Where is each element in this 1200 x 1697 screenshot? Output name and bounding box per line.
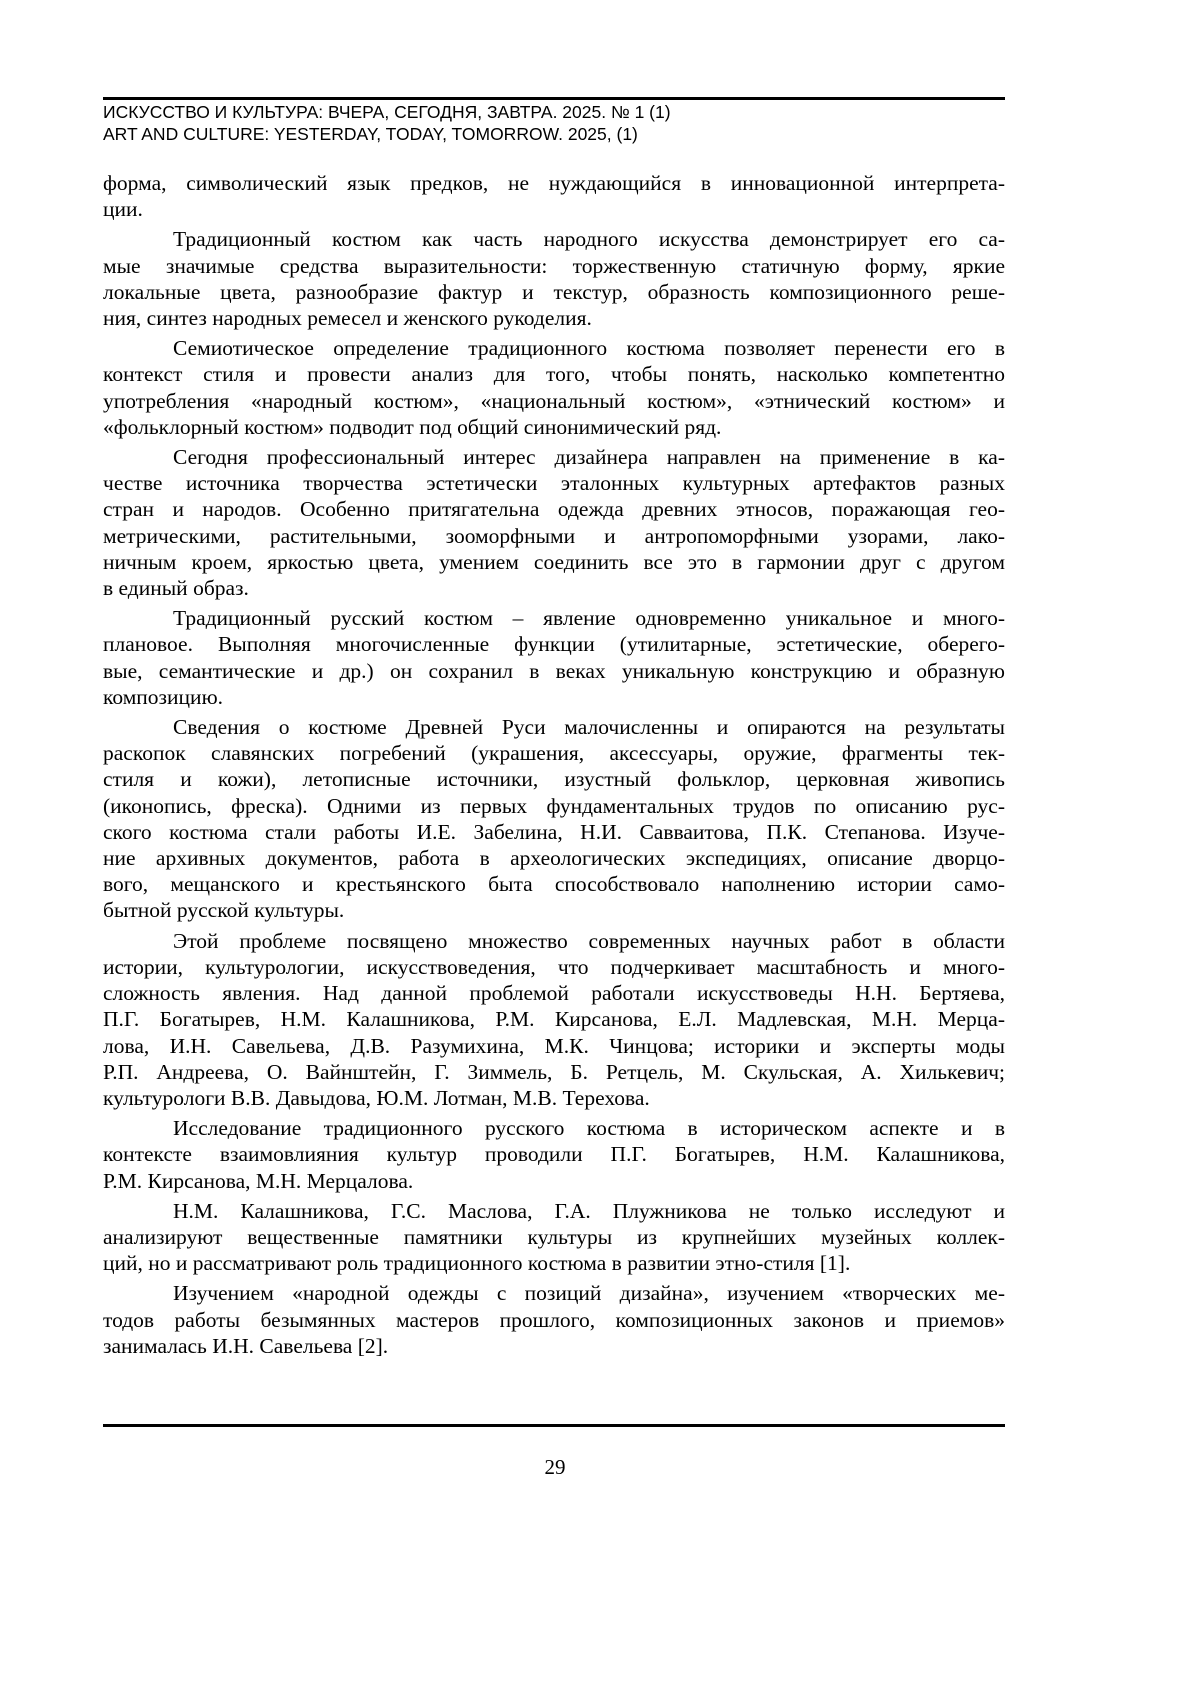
text-line: Н.М. Калашникова, Г.С. Маслова, Г.А. Плужникова не только исследуют и	[103, 1198, 1005, 1224]
paragraph	[103, 170, 1005, 222]
running-header	[103, 101, 671, 145]
text-line: (иконопись, фреска). Одними из первых фундаментальных трудов по описанию рус-	[103, 793, 1005, 819]
text-line: Изучением «народной одежды с позиций дизайна», изучением «творческих ме-	[103, 1280, 1005, 1306]
footer-rule	[103, 1424, 1005, 1427]
paragraph	[103, 1115, 1005, 1194]
text-line: анализируют вещественные памятники культуры из крупнейших музейных коллек-	[103, 1224, 1005, 1250]
page-number: 29	[0, 1455, 1110, 1480]
text-line: в единый образ.	[103, 575, 1005, 601]
text-line: Р.П. Андреева, О. Вайнштейн, Г. Зиммель, Б. Ретцель, М. Скульская, А. Хилькевич;	[103, 1059, 1005, 1085]
text-line: культурологи В.В. Давыдова, Ю.М. Лотман, М.В. Терехова.	[103, 1085, 1005, 1111]
text-line: Традиционный костюм как часть народного искусства демонстрирует его са-	[103, 226, 1005, 252]
text-line: ций, но и рассматривают роль традиционного костюма в развитии этно-стиля [1].	[103, 1250, 1005, 1276]
article-body	[103, 170, 1005, 1363]
paragraph	[103, 605, 1005, 710]
text-line: тодов работы безымянных мастеров прошлого, композиционных законов и приемов»	[103, 1307, 1005, 1333]
paragraph	[103, 928, 1005, 1111]
text-line: раскопок славянских погребений (украшения, аксессуары, оружие, фрагменты тек-	[103, 740, 1005, 766]
header-rule	[103, 97, 1005, 100]
text-line: Традиционный русский костюм – явление одновременно уникальное и много-	[103, 605, 1005, 631]
text-line: истории, культурологии, искусствоведения, что подчеркивает масштабность и много-	[103, 954, 1005, 980]
text-line: Семиотическое определение традиционного костюма позволяет перенести его в	[103, 335, 1005, 361]
text-line: Этой проблеме посвящено множество современных научных работ в области	[103, 928, 1005, 954]
text-line: ние архивных документов, работа в археологических экспедициях, описание дворцо-	[103, 845, 1005, 871]
paragraph	[103, 335, 1005, 440]
text-line: занималась И.Н. Савельева [2].	[103, 1333, 1005, 1359]
text-line: сложность явления. Над данной проблемой работали искусствоведы Н.Н. Бертяева,	[103, 980, 1005, 1006]
text-line: бытной русской культуры.	[103, 897, 1005, 923]
journal-title-en: ART AND CULTURE: YESTERDAY, TODAY, TOMORROW. 2025, (1)	[103, 123, 671, 145]
paragraph	[103, 714, 1005, 924]
journal-title-ru: ИСКУССТВО И КУЛЬТУРА: ВЧЕРА, СЕГОДНЯ, ЗАВТРА. 2025. № 1 (1)	[103, 101, 671, 123]
text-line: Р.М. Кирсанова, М.Н. Мерцалова.	[103, 1168, 1005, 1194]
text-line: плановое. Выполняя многочисленные функции (утилитарные, эстетические, оберего-	[103, 631, 1005, 657]
paragraph	[103, 226, 1005, 331]
paragraph	[103, 1280, 1005, 1359]
text-line: Исследование традиционного русского костюма в историческом аспекте и в	[103, 1115, 1005, 1141]
paragraph	[103, 444, 1005, 601]
text-line: контексте взаимовлияния культур проводили П.Г. Богатырев, Н.М. Калашникова,	[103, 1141, 1005, 1167]
text-line: вого, мещанского и крестьянского быта способствовало наполнению истории само-	[103, 871, 1005, 897]
text-line: ского костюма стали работы И.Е. Забелина, Н.И. Савваитова, П.К. Степанова. Изуче-	[103, 819, 1005, 845]
text-line: честве источника творчества эстетически эталонных культурных артефактов разных	[103, 470, 1005, 496]
text-line: стран и народов. Особенно притягательна одежда древних этносов, поражающая гео-	[103, 496, 1005, 522]
text-line: употребления «народный костюм», «национальный костюм», «этнический костюм» и	[103, 388, 1005, 414]
text-line: лова, И.Н. Савельева, Д.В. Разумихина, М.К. Чинцова; историки и эксперты моды	[103, 1033, 1005, 1059]
text-line: ничным кроем, яркостью цвета, умением соединить все это в гармонии друг с другом	[103, 549, 1005, 575]
text-line: Сегодня профессиональный интерес дизайнера направлен на применение в ка-	[103, 444, 1005, 470]
text-line: форма, символический язык предков, не нуждающийся в инновационной интерпрета-	[103, 170, 1005, 196]
text-line: метрическими, растительными, зооморфными и антропоморфными узорами, лако-	[103, 523, 1005, 549]
text-line: контекст стиля и провести анализ для того, чтобы понять, насколько компетентно	[103, 361, 1005, 387]
text-line: композицию.	[103, 684, 1005, 710]
paragraph	[103, 1198, 1005, 1277]
text-line: ния, синтез народных ремесел и женского рукоделия.	[103, 305, 1005, 331]
text-line: «фольклорный костюм» подводит под общий синонимический ряд.	[103, 414, 1005, 440]
text-line: локальные цвета, разнообразие фактур и текстур, образность композиционного реше-	[103, 279, 1005, 305]
text-line: вые, семантические и др.) он сохранил в веках уникальную конструкцию и образную	[103, 658, 1005, 684]
text-line: ции.	[103, 196, 1005, 222]
text-line: Сведения о костюме Древней Руси малочисленны и опираются на результаты	[103, 714, 1005, 740]
text-line: П.Г. Богатырев, Н.М. Калашникова, Р.М. Кирсанова, Е.Л. Мадлевская, М.Н. Мерца-	[103, 1006, 1005, 1032]
text-line: мые значимые средства выразительности: торжественную статичную форму, яркие	[103, 253, 1005, 279]
text-line: стиля и кожи), летописные источники, изустный фольклор, церковная живопись	[103, 766, 1005, 792]
